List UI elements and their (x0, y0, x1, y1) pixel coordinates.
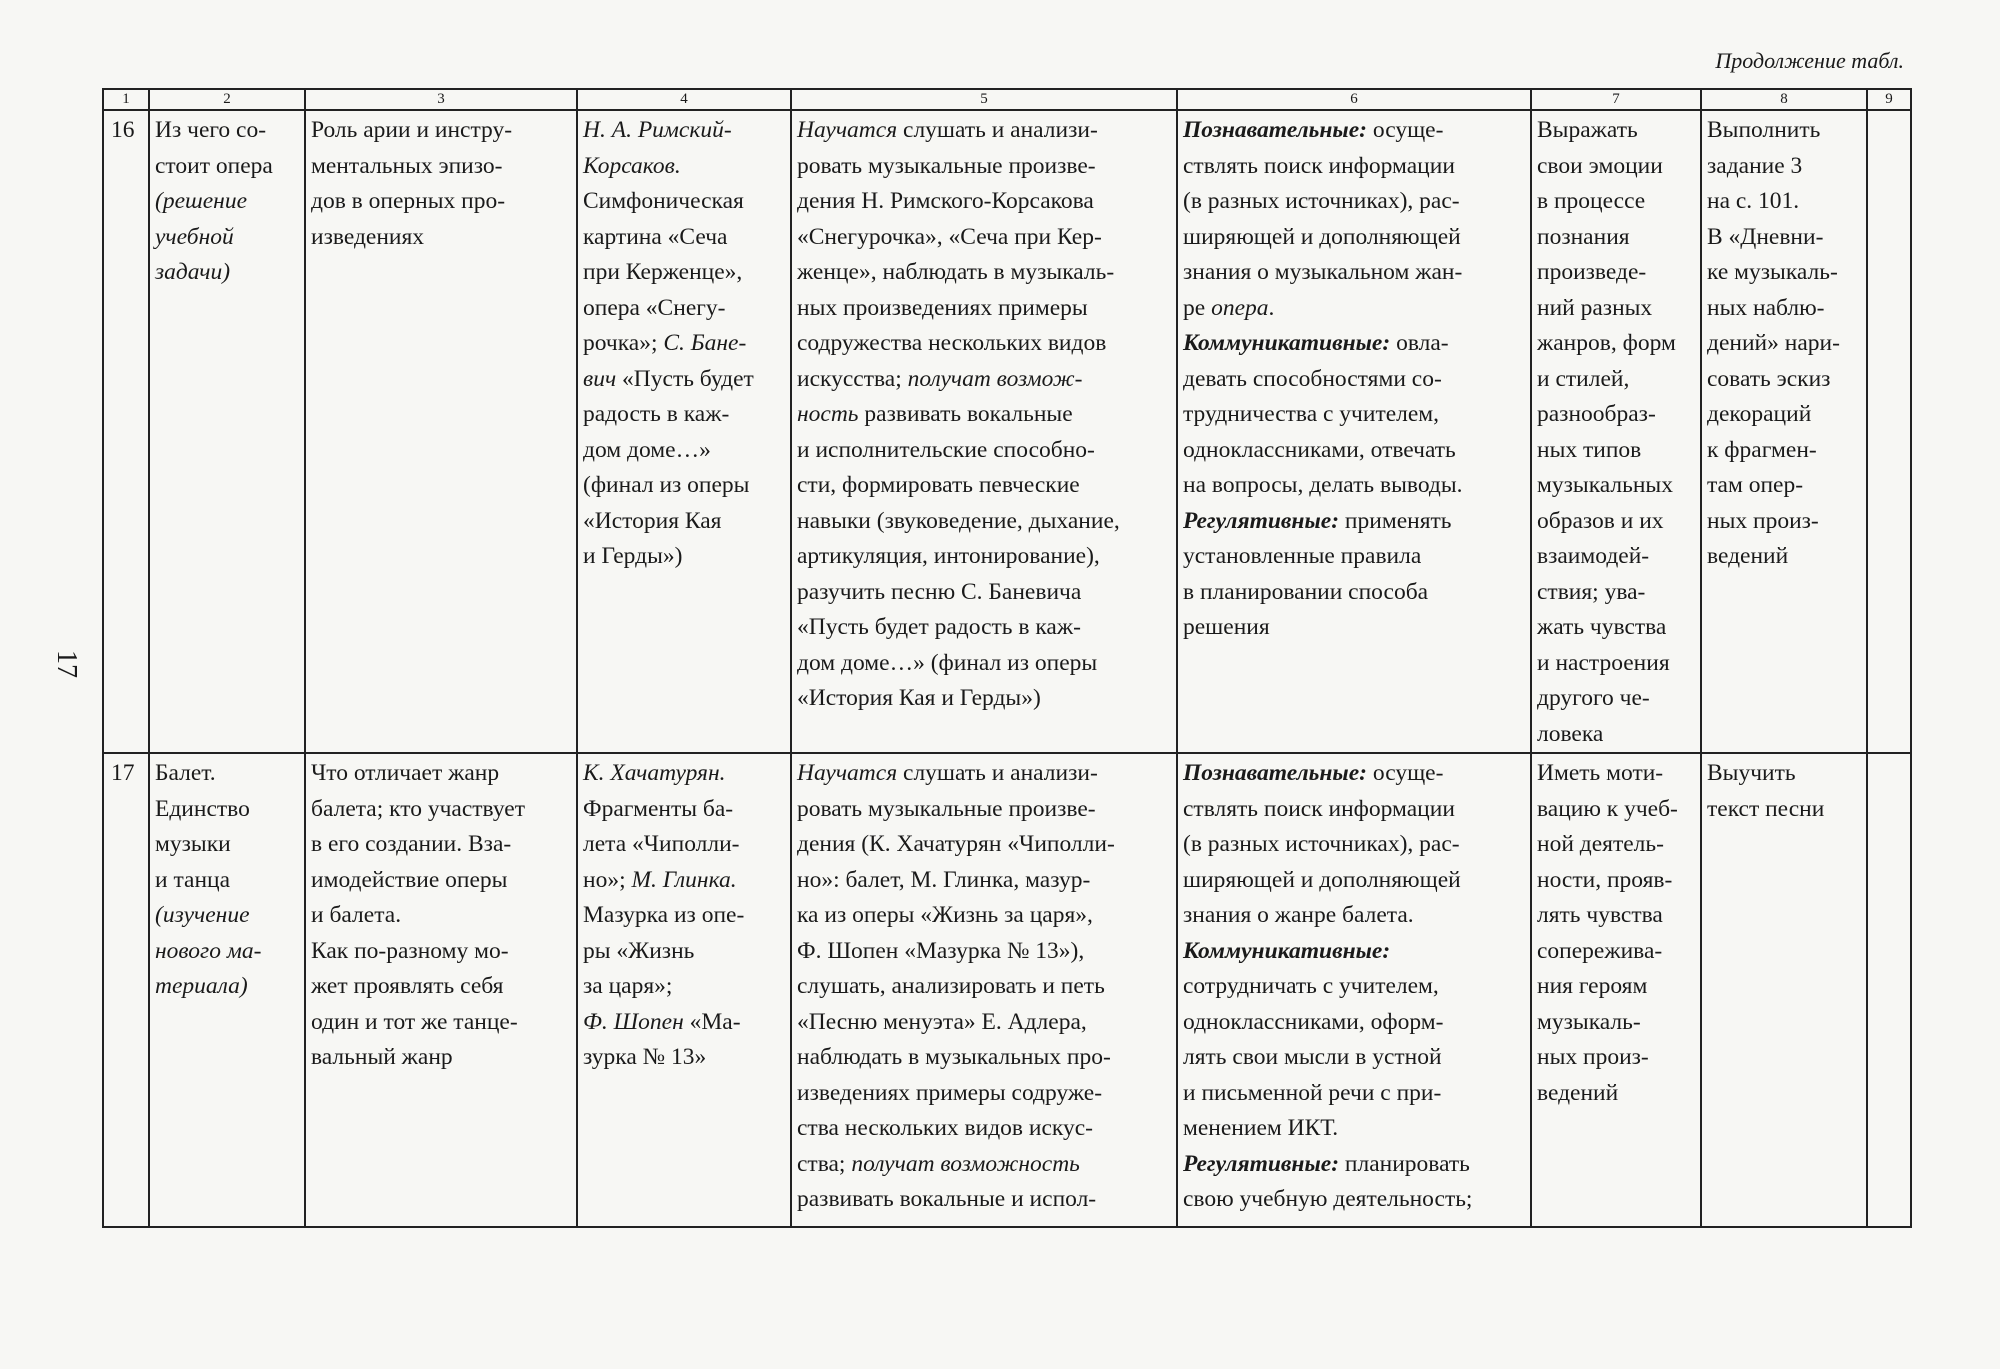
text-run: слушать и анализи- ровать музыкальные произве- дения (К. Хачатурян «Чиполли- но»: балет, М. Глинка, мазур- ка из оперы «Жизнь за царя», Ф. Шопен «Мазурка № 13»), слушать, анализировать и петь «Песню менуэта» Е. Адлера, наблюдать в музыкальных про- изведениях примеры содруже- ства нескольких видов искус- ства; (797, 760, 1115, 1177)
column-header: 6 (1177, 89, 1531, 110)
text-run: Регулятивные: (1183, 1150, 1340, 1177)
text-run: получат возмож- ность (797, 365, 1083, 427)
text-run: К. Хачатурян. (583, 760, 726, 786)
lesson-number: 16 (103, 110, 149, 753)
column-header: 2 (149, 89, 305, 110)
text-run: Коммуникативные: (1183, 330, 1391, 356)
text-run: слушать и анализи- ровать музыкальные произве- дения Н. Римского-Корсакова «Снегурочка», «Сеча при Кер- женце», наблюдать в музыкаль- ных произведениях примеры содружества нескольких видов искусства; (797, 117, 1115, 392)
content-cell (577, 110, 791, 753)
uud-cell (1177, 110, 1531, 753)
text-run: «Пусть будет радость в каж- дом доме…» (финал из оперы «История Кая и Герды») (583, 365, 754, 569)
lesson-topic: Из чего со- стоит опера (155, 117, 273, 179)
text-run: опера (1211, 294, 1269, 321)
column-header: 7 (1531, 89, 1701, 110)
table-row (103, 110, 1911, 753)
column-header: 1 (103, 89, 149, 110)
text-run: Ф. Шопен (583, 1008, 684, 1035)
text-run: Симфоническая картина «Сеча при Керженце», опера «Снегу- рочка»; (583, 188, 744, 356)
content-cell (577, 753, 791, 1227)
column-header: 4 (577, 89, 791, 110)
text-run: овла- девать способностями со- трудничества с учителем, одноклассниками, отвечать на вопросы, делать выводы. (1183, 330, 1463, 498)
text-run: сотрудничать с учителем, одноклассниками, оформ- лять свои мысли в устной и письменной речи с при- менением ИКТ. (1183, 973, 1444, 1141)
column-header: 8 (1701, 89, 1867, 110)
column-header: 3 (305, 89, 577, 110)
text-run: Регулятивные: (1183, 507, 1340, 534)
text-run: Фрагменты ба- лета «Чиполли- но»; (583, 795, 740, 893)
text-run: «Ма- зурка № 13» (583, 1008, 741, 1070)
text-run: С. Бане- вич (583, 330, 747, 392)
text-run: М. Глинка. (631, 866, 737, 893)
text-run: Мазурка из опе- ры «Жизнь за царя»; (583, 902, 745, 999)
problem-cell: Что отличает жанр балета; кто участвует в его создании. Вза- имодействие оперы и балета. Как по-разному мо- жет проявлять себя один и тот же танце- вальный жанр (305, 753, 577, 1227)
lesson-topic-cell (149, 753, 305, 1227)
table-row (103, 753, 1911, 1227)
problem-cell: Роль арии и инстру- ментальных эпизо- дов в оперных про- изведениях (305, 110, 577, 753)
personal-results-cell: Иметь моти- вацию к учеб- ной деятель- ности, прояв- лять чувства сопережива- ния героям музыкаль- ных произ- ведений (1531, 753, 1701, 1227)
text-run: осуще- ствлять поиск информации (в разных источниках), рас- ширяющей и дополняющей знания о жанре балета. (1183, 760, 1461, 928)
text-run: Познавательные: (1183, 117, 1367, 143)
lesson-topic-cell (149, 110, 305, 753)
table-caption: Продолжение табл. (1715, 48, 1904, 73)
lesson-topic: Балет. Единство музыки и танца (155, 760, 250, 893)
column-number-row (103, 89, 1911, 110)
uud-cell (1177, 753, 1531, 1227)
personal-results-cell: Выражать свои эмоции в процессе познания произведе- ний разных жанров, форм и стилей, разнообраз- ных типов музыкальных образов и их взаимодей- ствия; ува- жать чувства и настроения другого че- ловека (1531, 110, 1701, 753)
text-run: Н. А. Римский- Корсаков. (583, 117, 732, 179)
text-run: применять установленные правила в планировании способа решения (1183, 507, 1452, 640)
lesson-type: (изучение нового ма- териала) (155, 902, 262, 999)
text-run: осуще- ствлять поиск информации (в разных источниках), рас- ширяющей и дополняющей знания о музыкальном жан- ре (1183, 117, 1463, 321)
text-run: получат возможность (851, 1150, 1080, 1177)
column-header: 5 (791, 89, 1177, 110)
text-run: Научатся (797, 760, 898, 786)
lesson-number: 17 (103, 753, 149, 1227)
empty-cell (1867, 110, 1911, 753)
lesson-type: (решение учебной задачи) (155, 188, 248, 285)
column-header: 9 (1867, 89, 1911, 110)
homework-cell: Выучить текст песни (1701, 753, 1867, 1227)
lesson-plan-table (102, 88, 1912, 1228)
text-run: Научатся (797, 117, 898, 143)
subject-results-cell (791, 753, 1177, 1227)
text-run: Познавательные: (1183, 760, 1367, 786)
subject-results-cell (791, 110, 1177, 753)
empty-cell (1867, 753, 1911, 1227)
text-run: развивать вокальные и исполнительские способно- сти, формировать певческие навыки (звуковедение, дыхание, артикуляция, интонирование), разучить песню С. Баневича «Пусть будет радость в каж- дом доме…» (финал из оперы «История Кая и Герды») (797, 401, 1120, 711)
text-run: Коммуникативные: (1183, 937, 1391, 964)
homework-cell: Выполнить задание 3 на с. 101. В «Дневни- ке музыкаль- ных наблю- дений» нари- совать эскиз декораций к фрагмен- там опер- ных произ- ведений (1701, 110, 1867, 753)
text-run: развивать вокальные и испол- (797, 1186, 1097, 1212)
page-number: 17 (51, 650, 82, 678)
text-run: . (1268, 294, 1275, 321)
text-run: планировать свою учебную деятельность; (1183, 1150, 1473, 1212)
